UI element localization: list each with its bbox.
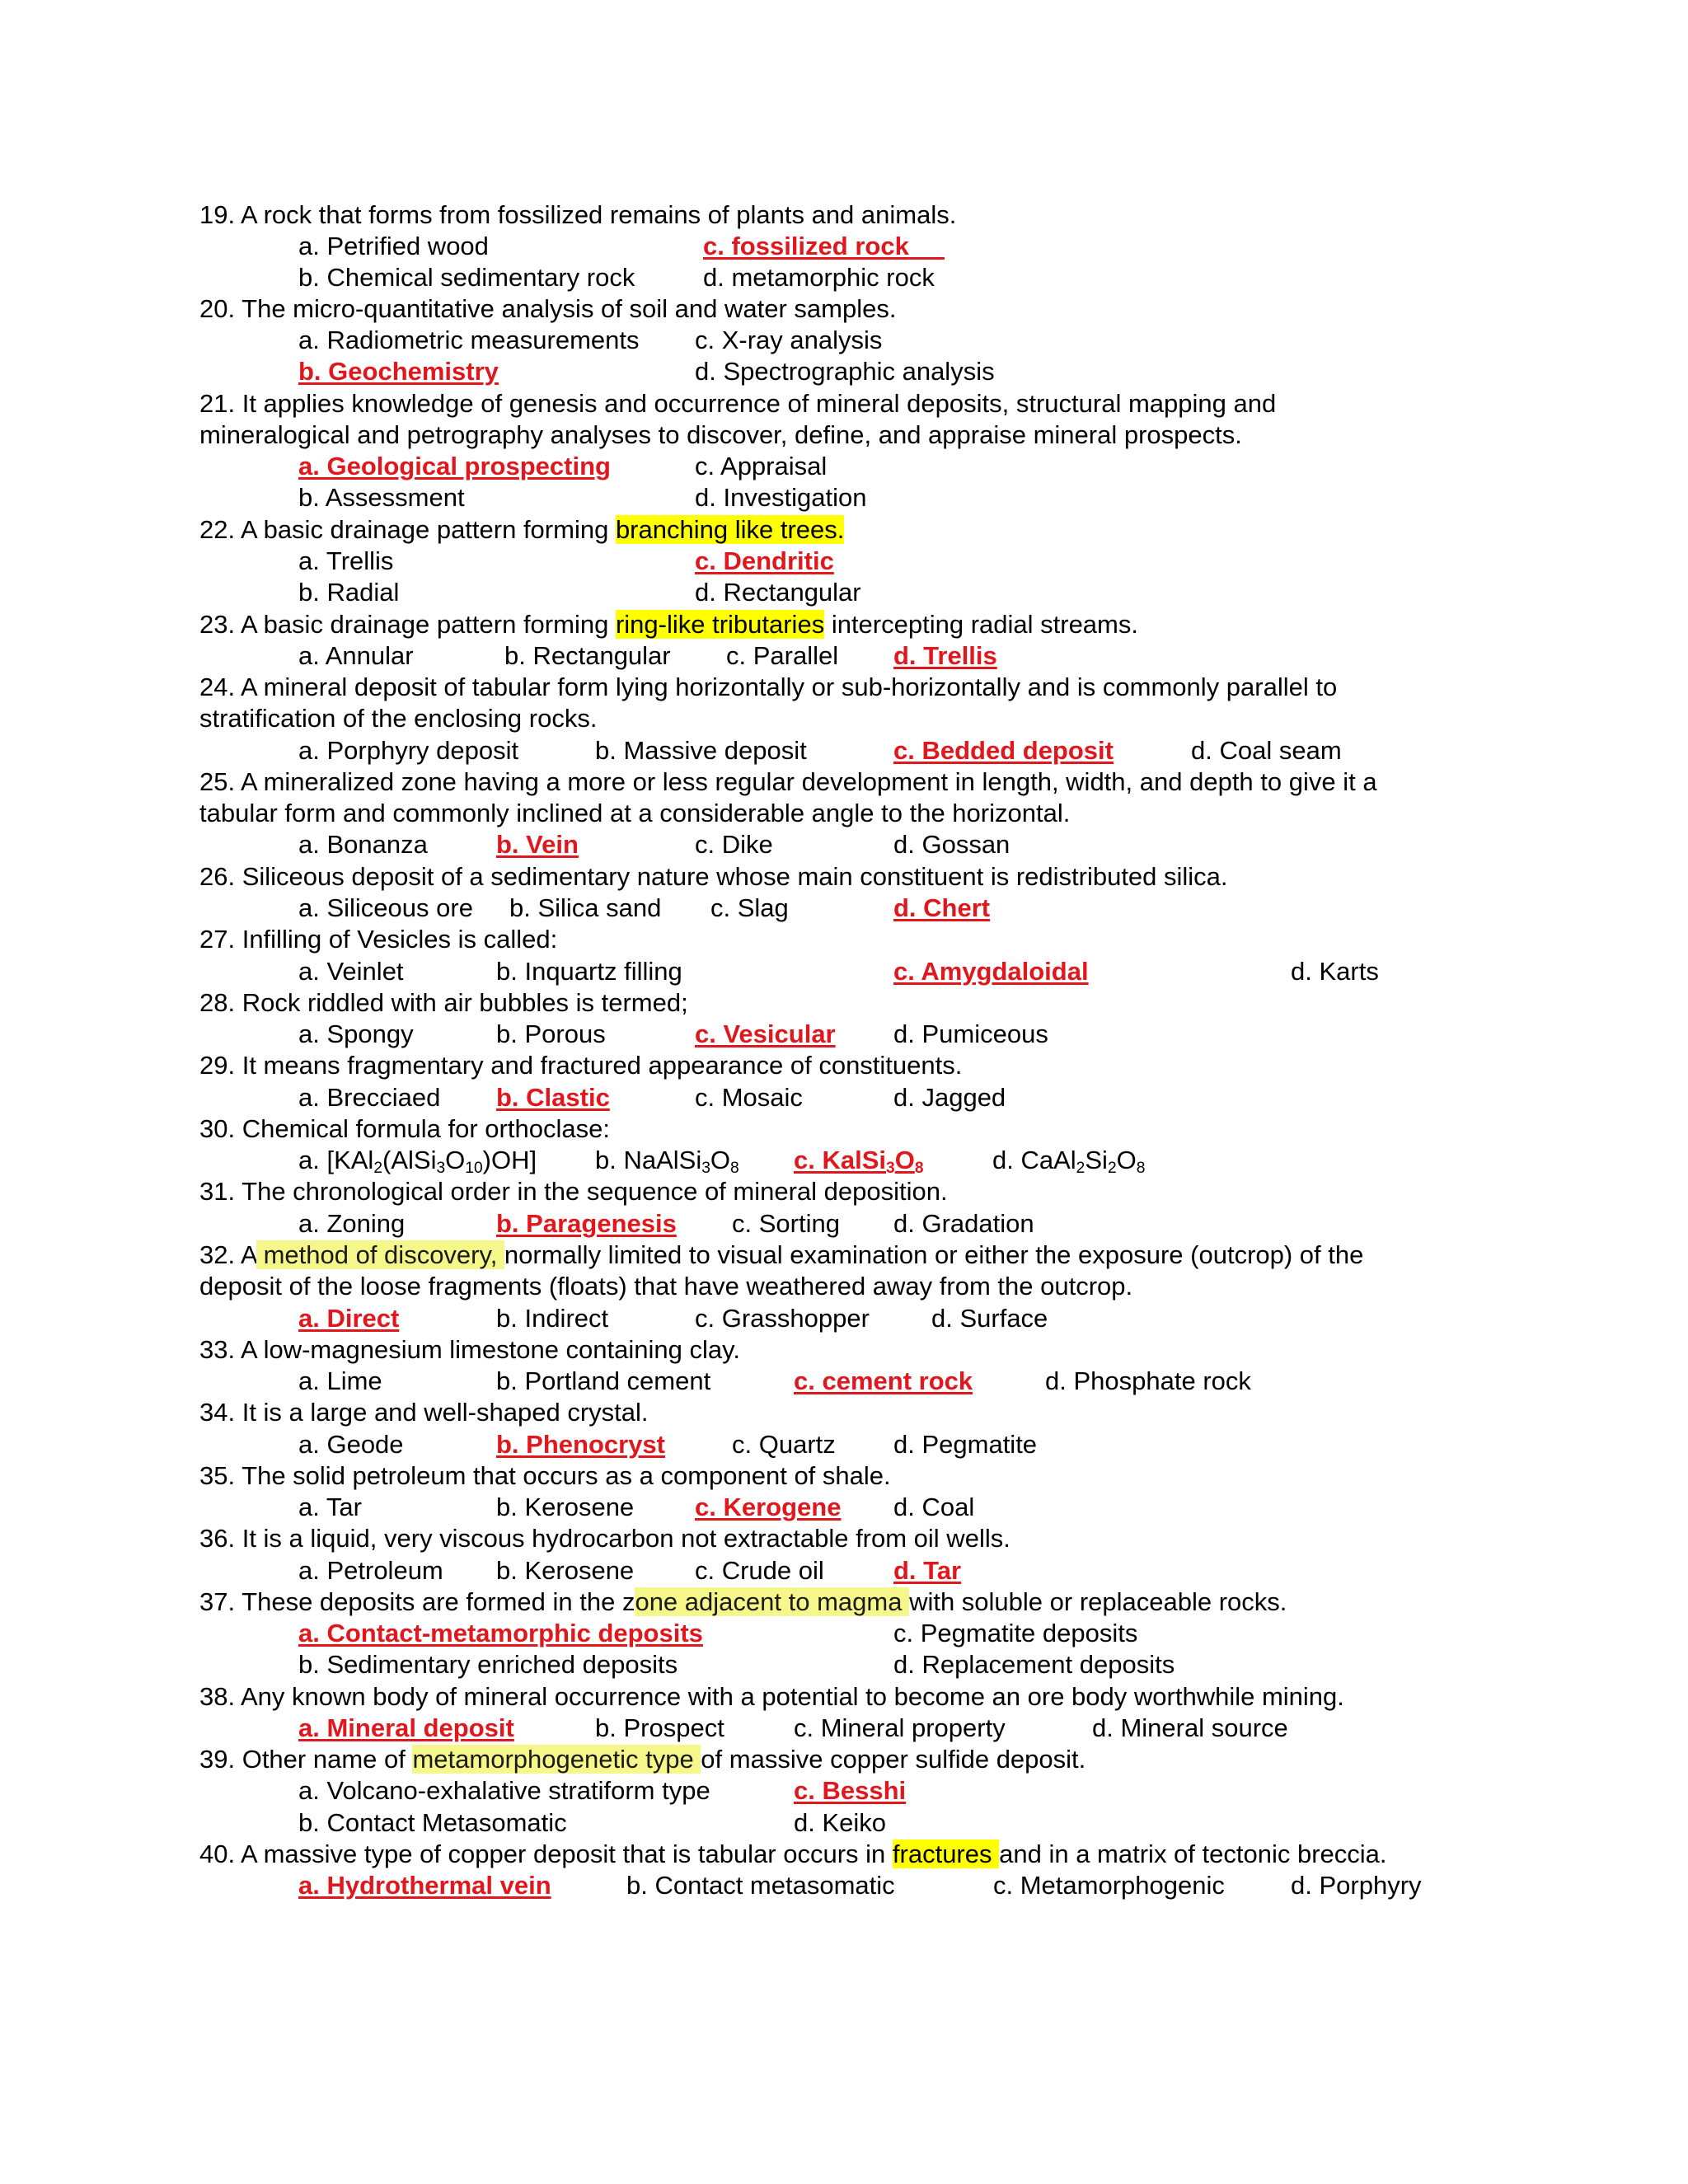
- question-34-stem: 34. It is a large and well-shaped crystal.: [199, 1398, 649, 1427]
- q40-option-d: d. Porphyry: [1291, 1871, 1422, 1900]
- q19-option-a: a. Petrified wood: [298, 232, 489, 260]
- q37-option-c: c. Pegmatite deposits: [893, 1619, 1138, 1647]
- q36-option-a: a. Petroleum: [298, 1556, 443, 1585]
- highlighted-phrase: one adjacent to magma: [635, 1587, 910, 1616]
- question-38-stem: 38. Any known body of mineral occurrence with a potential to become an ore body worthwhile mining.: [199, 1682, 1344, 1711]
- q37-option-a-answer: a. Contact-metamorphic deposits: [298, 1619, 703, 1647]
- q24-option-b: b. Massive deposit: [595, 736, 807, 765]
- q22-option-c-answer: c. Dendritic: [695, 546, 834, 575]
- q32-option-b: b. Indirect: [496, 1304, 609, 1333]
- q26-option-b: b. Silica sand: [509, 893, 662, 922]
- q34-option-a: a. Geode: [298, 1430, 404, 1459]
- q21-option-d: d. Investigation: [695, 483, 867, 512]
- q25-option-a: a. Bonanza: [298, 830, 428, 859]
- q22-option-b: b. Radial: [298, 578, 400, 607]
- q38-option-d: d. Mineral source: [1092, 1713, 1288, 1742]
- q28-option-b: b. Porous: [496, 1019, 606, 1048]
- q40-option-c: c. Metamorphogenic: [993, 1871, 1225, 1900]
- question-21-stem-line2: mineralogical and petrography analyses to discover, define, and appraise mineral prospects.: [199, 420, 1242, 449]
- q19-option-b: b. Chemical sedimentary rock: [298, 263, 635, 292]
- q22-option-d: d. Rectangular: [695, 578, 861, 607]
- question-29-stem: 29. It means fragmentary and fractured appearance of constituents.: [199, 1051, 963, 1080]
- q38-option-c: c. Mineral property: [794, 1713, 1006, 1742]
- q19-option-d: d. metamorphic rock: [703, 263, 935, 292]
- question-24-stem-line1: 24. A mineral deposit of tabular form lying horizontally or sub-horizontally and is commonly parallel to: [199, 673, 1338, 701]
- q33-option-b: b. Portland cement: [496, 1366, 711, 1395]
- question-32-stem-line1: 32. A method of discovery, normally limited to visual examination or either the exposure (outcrop) of the: [199, 1240, 1364, 1269]
- q26-option-a: a. Siliceous ore: [298, 893, 473, 922]
- q25-option-d: d. Gossan: [893, 830, 1010, 859]
- q28-option-c-answer: c. Vesicular: [695, 1019, 836, 1048]
- question-25-stem-line1: 25. A mineralized zone having a more or less regular development in length, width, and depth to give it a: [199, 767, 1377, 796]
- q30-option-a: a. $[KAl_2(AlSi_3O_{10})OH]$: [298, 1146, 537, 1177]
- q27-option-c-answer: c. Amygdaloidal: [893, 957, 1089, 986]
- q30-option-d: d. $CaAl_2Si_2O_8$: [992, 1146, 1146, 1177]
- q32-option-a-answer: a. Direct: [298, 1304, 400, 1333]
- q40-option-b: b. Contact metasomatic: [626, 1871, 895, 1900]
- q22-option-a: a. Trellis: [298, 546, 394, 575]
- q25-option-b-answer: b. Vein: [496, 830, 579, 859]
- question-30-stem: 30. Chemical formula for orthoclase:: [199, 1114, 610, 1143]
- q33-option-a: a. Lime: [298, 1366, 382, 1395]
- q33-option-c-answer: c. cement rock: [794, 1366, 973, 1395]
- q27-option-a: a. Veinlet: [298, 957, 404, 986]
- highlighted-phrase: method of discovery,: [256, 1240, 504, 1269]
- q36-option-d-answer: d. Tar: [893, 1556, 962, 1585]
- q21-option-b: b. Assessment: [298, 483, 465, 512]
- question-24-stem-line2: stratification of the enclosing rocks.: [199, 704, 598, 733]
- q38-option-a-answer: a. Mineral deposit: [298, 1713, 514, 1742]
- question-22-stem: 22. A basic drainage pattern forming branching like trees.: [199, 515, 845, 544]
- question-20-stem: 20. The micro-quantitative analysis of soil and water samples.: [199, 294, 897, 323]
- q35-option-b: b. Kerosene: [496, 1493, 635, 1521]
- q21-option-a-answer: a. Geological prospecting: [298, 452, 611, 480]
- question-27-stem: 27. Infilling of Vesicles is called:: [199, 925, 558, 954]
- q29-option-c: c. Mosaic: [695, 1083, 803, 1112]
- question-26-stem: 26. Siliceous deposit of a sedimentary nature whose main constituent is redistributed silica.: [199, 862, 1228, 891]
- q33-option-d: d. Phosphate rock: [1045, 1366, 1251, 1395]
- q34-option-b-answer: b. Phenocryst: [496, 1430, 665, 1459]
- q36-option-c: c. Crude oil: [695, 1556, 824, 1585]
- q20-option-d: d. Spectrographic analysis: [695, 357, 995, 386]
- q39-option-a: a. Volcano-exhalative stratiform type: [298, 1776, 710, 1805]
- question-33-stem: 33. A low-magnesium limestone containing clay.: [199, 1335, 740, 1364]
- q28-option-d: d. Pumiceous: [893, 1019, 1048, 1048]
- question-39-stem: 39. Other name of metamorphogenetic type of massive copper sulfide deposit.: [199, 1745, 1086, 1774]
- q20-option-b-answer: b. Geochemistry: [298, 357, 499, 386]
- q30-option-b: b. $NaAlSi_3O_8$: [595, 1146, 739, 1177]
- q35-option-a: a. Tar: [298, 1493, 362, 1521]
- q31-option-a: a. Zoning: [298, 1209, 406, 1238]
- q34-option-d: d. Pegmatite: [893, 1430, 1038, 1459]
- question-21-stem-line1: 21. It applies knowledge of genesis and occurrence of mineral deposits, structural mapping and: [199, 389, 1277, 418]
- q27-option-d: d. Karts: [1291, 957, 1379, 986]
- q37-option-b: b. Sedimentary enriched deposits: [298, 1650, 678, 1679]
- question-28-stem: 28. Rock riddled with air bubbles is termed;: [199, 988, 688, 1017]
- q28-option-a: a. Spongy: [298, 1019, 414, 1048]
- q31-option-b-answer: b. Paragenesis: [496, 1209, 677, 1238]
- q26-option-c: c. Slag: [710, 893, 789, 922]
- q40-option-a-answer: a. Hydrothermal vein: [298, 1871, 551, 1900]
- q36-option-b: b. Kerosene: [496, 1556, 635, 1585]
- highlighted-phrase: branching like trees.: [615, 515, 845, 544]
- q31-option-d: d. Gradation: [893, 1209, 1034, 1238]
- question-31-stem: 31. The chronological order in the sequence of mineral deposition.: [199, 1177, 948, 1206]
- q19-option-c-answer: [703, 231, 945, 262]
- question-36-stem: 36. It is a liquid, very viscous hydrocarbon not extractable from oil wells.: [199, 1524, 1010, 1553]
- question-25-stem-line2: tabular form and commonly inclined at a considerable angle to the horizontal.: [199, 799, 1071, 827]
- q35-option-d: d. Coal: [893, 1493, 975, 1521]
- q20-option-a: a. Radiometric measurements: [298, 326, 640, 354]
- highlighted-phrase: fractures: [892, 1840, 1000, 1868]
- highlighted-phrase: ring-like tributaries: [615, 610, 825, 639]
- q26-option-d-answer: d. Chert: [893, 893, 991, 922]
- question-37-stem: 37. These deposits are formed in the zone adjacent to magma with soluble or replaceable rocks.: [199, 1587, 1287, 1616]
- q32-option-c: c. Grasshopper: [695, 1304, 870, 1333]
- question-19-stem: 19. A rock that forms from fossilized remains of plants and animals.: [199, 200, 957, 229]
- q39-option-d: d. Keiko: [794, 1808, 887, 1837]
- q31-option-c: c. Sorting: [732, 1209, 840, 1238]
- q25-option-c: c. Dike: [695, 830, 773, 859]
- q38-option-b: b. Prospect: [595, 1713, 724, 1742]
- q35-option-c-answer: c. Kerogene: [695, 1493, 842, 1521]
- q39-option-c-answer: c. Besshi: [794, 1776, 907, 1805]
- highlighted-phrase: metamorphogenetic type: [412, 1745, 701, 1774]
- q30-option-c-answer: c. $KalSi_3O_8$: [794, 1146, 924, 1177]
- question-35-stem: 35. The solid petroleum that occurs as a component of shale.: [199, 1461, 891, 1490]
- q21-option-c: c. Appraisal: [695, 452, 828, 480]
- question-23-stem: 23. A basic drainage pattern forming ring-like tributaries intercepting radial streams.: [199, 610, 1138, 639]
- q24-option-d: d. Coal seam: [1191, 736, 1342, 765]
- q29-option-a: a. Brecciaed: [298, 1083, 441, 1112]
- q24-option-a: a. Porphyry deposit: [298, 736, 519, 765]
- q23-option-c: c. Parallel: [726, 641, 839, 670]
- q37-option-d: d. Replacement deposits: [893, 1650, 1175, 1679]
- q39-option-b: b. Contact Metasomatic: [298, 1808, 567, 1837]
- q23-option-d-answer: d. Trellis: [893, 641, 997, 670]
- q23-option-b: b. Rectangular: [504, 641, 671, 670]
- q20-option-c: c. X-ray analysis: [695, 326, 883, 354]
- q29-option-b-answer: b. Clastic: [496, 1083, 610, 1112]
- answer-text: c. fossilized rock: [703, 232, 909, 260]
- q24-option-c-answer: c. Bedded deposit: [893, 736, 1114, 765]
- q27-option-b: b. Inquartz filling: [496, 957, 682, 986]
- question-40-stem: 40. A massive type of copper deposit that is tabular occurs in fractures and in a matrix of tectonic breccia.: [199, 1840, 1387, 1868]
- q32-option-d: d. Surface: [931, 1304, 1048, 1333]
- q29-option-d: d. Jagged: [893, 1083, 1006, 1112]
- question-32-stem-line2: deposit of the loose fragments (floats) that have weathered away from the outcrop.: [199, 1272, 1133, 1301]
- q34-option-c: c. Quartz: [732, 1430, 836, 1459]
- q23-option-a: a. Annular: [298, 641, 414, 670]
